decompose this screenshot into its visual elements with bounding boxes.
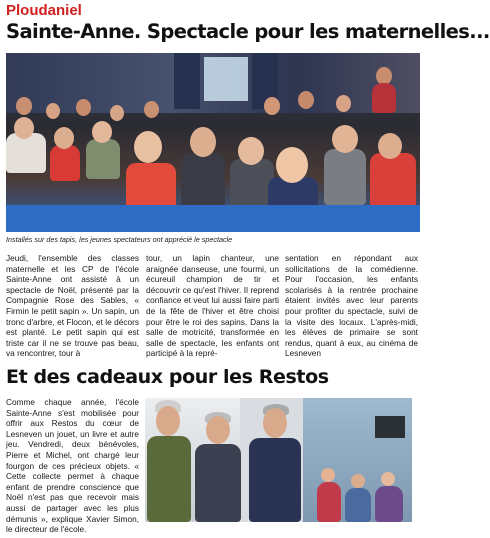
spectacle-photo — [6, 53, 420, 232]
subheadline: Et des cadeaux pour les Restos — [6, 366, 329, 388]
donation-photo — [145, 398, 412, 522]
article-column-1: Jeudi, l'ensemble des classes maternelle et les CP de l'école Sainte-Anne ont assisté à un spectacle de Noël, présenté par la Compagnie Rose des Sables, « Firmin le petit sapin ». Un sapin, un tronc d'arbre, et Flocon, et le décors est planté. Le petit sapin qui est triste car il ne se trouve pas beau, va rencontrer, tour à — [6, 253, 139, 359]
headline: Sainte-Anne. Spectacle pour les maternelles... — [6, 20, 490, 43]
article-column-2: tour, un lapin chanteur, une araignée danseuse, une fourmi, un écureuil champion de tir et découvrir ce qu'est l'hiver. Il reprend confiance et veut lui aussi faire parti de la fête de l'hiver et être choisi pour être le roi des sapins. Dans la salle de motricité, transformée en salle de spectacle, les enfants ont participé à la repré- — [146, 253, 279, 359]
article-column-3: sentation en répondant aux sollicitations de la comédienne. Pour l'occasion, les enfants scolarisés à la rentrée prochaine étaient invités avec leur parents pour profiter du spectacle, suivi de la visite des locaux. L'après-midi, les élèves de primaire se sont rendus, quant à eux, au cinéma de Lesneven — [285, 253, 418, 359]
section-kicker: Ploudaniel — [6, 2, 82, 19]
article2-body: Comme chaque année, l'école Sainte-Anne s'est mobilisée pour offrir aux Restos du cœur de Lesneven un jouet, un livre et autre jeu. Vendredi, deux bénévoles, Pierre et Michel, ont chargé leur fourgon de ces précieux objets. « Cette collecte permet à chaque enfant de prendre conscience que Noël n'est pas que recevoir mais aussi de partager avec les plus démunis », explique Xavier Simon, le directeur de l'école. — [6, 397, 139, 535]
photo-caption: Installés sur des tapis, les jeunes spectateurs ont apprécié le spectacle — [6, 235, 233, 244]
